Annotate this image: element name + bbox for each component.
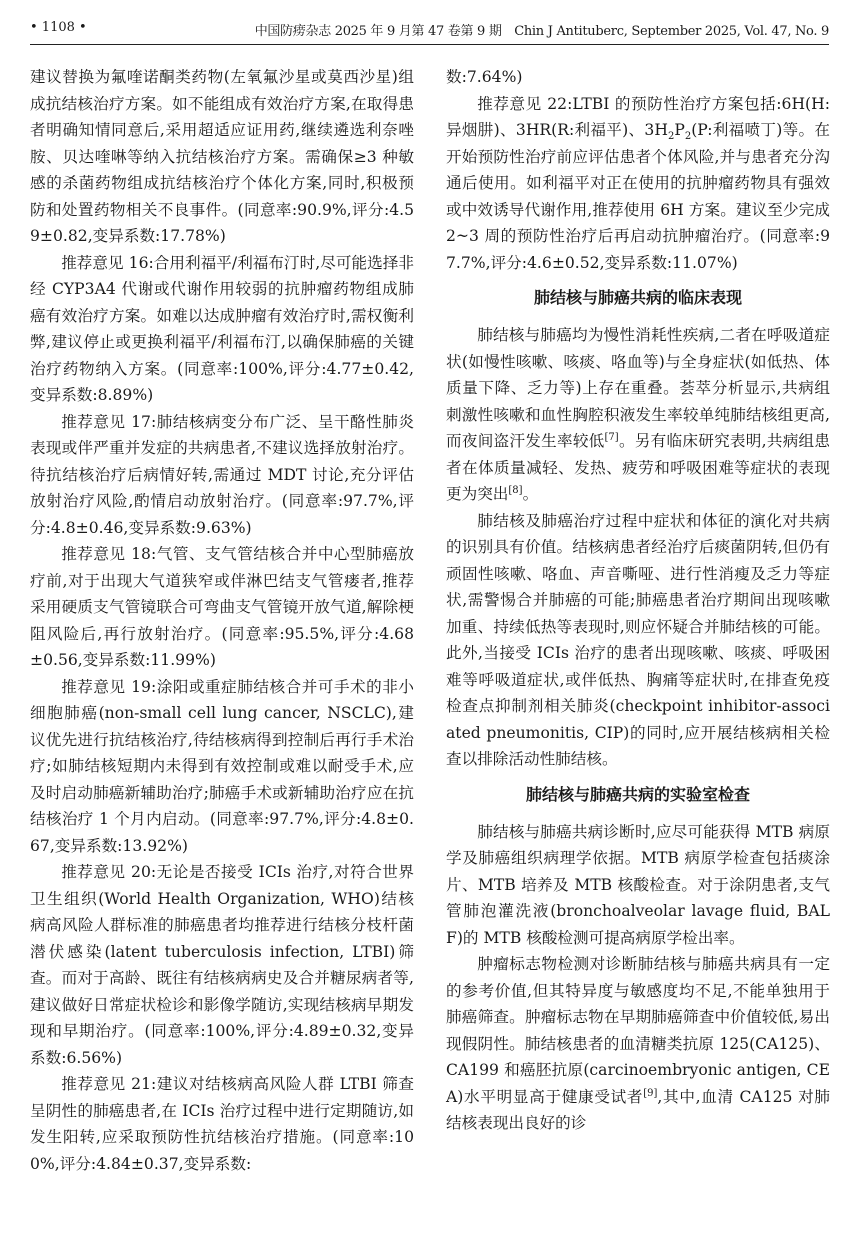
recommendation-17: 推荐意见 17:肺结核病变分布广泛、呈干酪性肺炎表现或伴严重并发症的共病患者,不建议选择放射治疗。待抗结核治疗后病情好转,需通过 MDT 讨论,充分评估放射治疗风险,酌情启动放射治疗。(同意率:97.7%,评分:4.8±0.46,变异系数:9.63%) — [30, 412, 414, 537]
lab-text-a: 肿瘤标志物检测对诊断肺结核与肺癌共病具有一定的参考价值,但其特异度与敏感度均不足,不能单独用于肺癌筛查。肿瘤标志物在早期肺癌筛查中价值较低,易出现假阴性。肺结核患者的血清糖类抗原 125(CA125)、CA199 和癌胚抗原(carcinoembryonic antigen, CEA)水平明显高于健康受试者 — [446, 955, 830, 1106]
clinical-text-a: 肺结核与肺癌均为慢性消耗性疾病,二者在呼吸道症状(如慢性咳嗽、咳痰、咯血等)与全身症状(如低热、体质量下降、乏力等)上存在重叠。荟萃分析显示,共病组刺激性咳嗽和血性胸腔积液发生率较单纯肺结核组更高,而夜间盗汗发生率较低 — [446, 326, 830, 450]
running-header — [30, 14, 829, 45]
recommendation-19: 推荐意见 19:涂阳或重症肺结核合并可手术的非小细胞肺癌(non-small cell lung cancer, NSCLC),建议优先进行抗结核治疗,待结核病得到控制后再行手术治疗;如肺结核短期内未得到有效控制或难以耐受手术,应及时启动肺癌新辅助治疗;肺癌手术或新辅助治疗应在抗结核治疗 1 个月内启动。(同意率:97.7%,评分:4.8±0.67,变异系数:13.92%) — [30, 677, 414, 855]
subscript: 2 — [667, 131, 675, 143]
section-heading-clinical: 肺结核与肺癌共病的临床表现 — [533, 288, 742, 307]
citation-ref[interactable]: [7] — [604, 431, 619, 443]
right-column — [446, 64, 830, 1137]
subscript: 2 — [684, 131, 692, 143]
r22-text-b: P — [674, 121, 685, 139]
citation-ref[interactable]: [9] — [643, 1087, 658, 1099]
paragraph-continued: 建议替换为氟喹诺酮类药物(左氧氟沙星或莫西沙星)组成抗结核治疗方案。如不能组成有效治疗方案,在取得患者明确知情同意后,采用超适应证用药,继续遴选利奈唑胺、贝达喹啉等纳入抗结核治疗方案。需确保≥3 种敏感的杀菌药物组成抗结核治疗个体化方案,同时,积极预防和处置药物相关不良事件。(同意率:90.9%,评分:4.59±0.82,变异系数:17.78%) — [30, 68, 414, 245]
lab-paragraph-1: 肺结核与肺癌共病诊断时,应尽可能获得 MTB 病原学及肺癌组织病理学依据。MTB 病原学检查包括痰涂片、MTB 培养及 MTB 核酸检查。对于涂阴患者,支气管肺泡灌洗液(bronchoalveolar lavage fluid, BALF)的 MTB 核酸检测可提高病原学检出率。 — [446, 822, 830, 947]
journal-citation: 中国防痨杂志 2025 年 9 月第 47 卷第 9 期 Chin J Antituberc, September 2025, Vol. 47, No. 9 — [254, 24, 829, 39]
recommendation-22 — [446, 91, 830, 277]
r22-text-a: 推荐意见 22:LTBI 的预防性治疗方案包括:6H(H:异烟肼)、3HR(R:利福平)、3H — [446, 94, 830, 139]
recommendation-21: 推荐意见 21:建议对结核病高风险人群 LTBI 筛查呈阴性的肺癌患者,在 ICIs 治疗过程中进行定期随访,如发生阳转,应采取预防性抗结核治疗措施。(同意率:100%,评分:4.84±0.37,变异系数: — [30, 1075, 414, 1173]
r22-text-c: (P:利福喷丁)等。在开始预防性治疗前应评估患者个体风险,并与患者充分沟通后使用。如利福平对正在使用的抗肿瘤药物具有强效或中效诱导代谢作用,推荐使用 6H 方案。建议至少完成 2~3 周的预防性治疗后再启动抗肿瘤治疗。(同意率:97.7%,评分:4.6±0.52,变异系数:11.07%) — [446, 121, 830, 272]
page-number: • 1108 • — [30, 20, 87, 35]
paragraph-continued: 数:7.64%) — [446, 68, 523, 86]
left-column — [30, 64, 414, 1177]
citation-ref[interactable]: [8] — [508, 484, 523, 496]
clinical-text-b: 。另有临床研究表明,共病组患者在体质量减轻、发热、疲劳和呼吸困难等症状的表现更为突出 — [446, 432, 830, 503]
clinical-text-c: 。 — [522, 485, 539, 503]
section-heading-lab: 肺结核与肺癌共病的实验室检查 — [525, 784, 750, 804]
recommendation-16: 推荐意见 16:合用利福平/利福布汀时,尽可能选择非经 CYP3A4 代谢或代谢作用较弱的抗肿瘤药物组成肺癌有效治疗方案。如难以达成肿瘤有效治疗时,需权衡利弊,建议停止或更换利福平/利福布汀,以确保肺癌的关键治疗药物纳入方案。(同意率:100%,评分:4.77±0.42,变异系数:8.89%) — [30, 253, 414, 404]
lab-text-b: ,其中,血清 CA125 对肺结核表现出良好的诊 — [446, 1087, 830, 1132]
clinical-paragraph-2: 肺结核及肺癌治疗过程中症状和体征的演化对共病的识别具有价值。结核病患者经治疗后痰菌阴转,但仍有顽固性咳嗽、咯血、声音嘶哑、进行性消瘦及乏力等症状,需警惕合并肺癌的可能;肺癌患者治疗期间出现咳嗽加重、持续低热等表现时,则应怀疑合并肺结核的可能。此外,当接受 ICIs 治疗的患者出现咳嗽、咳痰、呼吸困难等呼吸道症状,或伴低热、胸痛等症状时,在排查免疫检查点抑制剂相关肺炎(checkpoint inhibitor-associated pneumonitis, CIP)的同时,应开展结核病相关检查以排除活动性肺结核。 — [446, 511, 830, 768]
recommendation-18: 推荐意见 18:气管、支气管结核合并中心型肺癌放疗前,对于出现大气道狭窄或伴淋巴结支气管瘘者,推荐采用硬质支气管镜联合可弯曲支气管镜开放气道,解除梗阻风险后,再行放射治疗。(同意率:95.5%,评分:4.68±0.56,变异系数:11.99%) — [30, 545, 414, 669]
recommendation-20: 推荐意见 20:无论是否接受 ICIs 治疗,对符合世界卫生组织(World Health Organization, WHO)结核病高风险人群标准的肺癌患者均推荐进行结核分枝杆菌潜伏感染(latent tuberculosis infection, LTBI)筛查。而对于高龄、既往有结核病病史及合并糖尿病者等,建议做好日常症状检诊和影像学随访,实现结核病早期发现和早期治疗。(同意率:100%,评分:4.89±0.32,变异系数:6.56%) — [30, 863, 414, 1067]
lab-paragraph-2 — [446, 951, 830, 1137]
clinical-paragraph-1 — [446, 322, 830, 508]
